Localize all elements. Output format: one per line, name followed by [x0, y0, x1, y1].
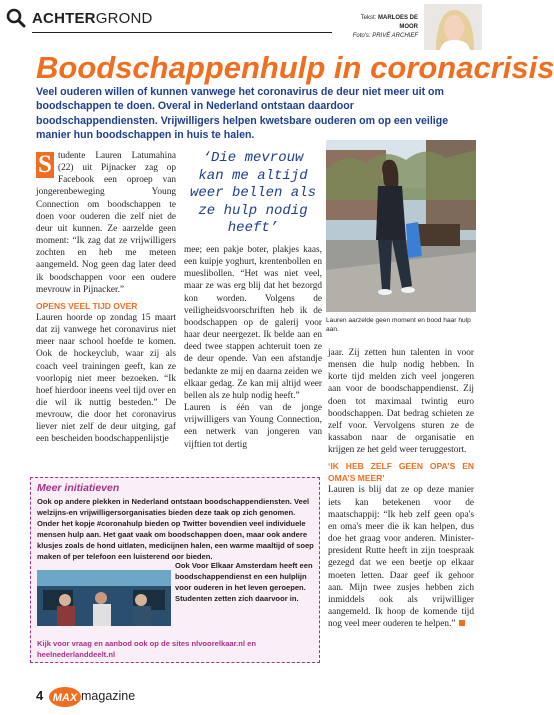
paragraph: Lauren is één van de jonge vrijwilligers van Young Connection, een netwerk van jongeren van vijftien tot dertig [184, 403, 322, 450]
section-label: ACHTERGROND [32, 10, 153, 27]
header-rule [32, 32, 332, 33]
paragraph: tudente Lauren Latumahina (22) uit Pijnacker zag op Facebook een oproep van jongerenbeweging Young Connection om boodschappen te doen voor ouderen die zelf niet de deur uit kunnen. Ze aarzelde geen moment: “Ik zag dat ze vrijwilligers zochten en heb me meteen aangemeld. Nog geen dag later deed ik boodschappen voor een oudere mevrouw in Pijnacker.” [36, 151, 176, 295]
end-mark [459, 620, 465, 626]
subheading: OPENS VEEL TIJD OVER [36, 300, 138, 311]
sidebar-box [30, 477, 320, 663]
dropcap: S [36, 152, 54, 178]
paragraph: Lauren hoorde op zondag 15 maart dat zij vanwege het coronavirus niet meer naar school hoefde te komen. Ook de hockeyclub, waar zij als coach veel trainingen geeft, kan ze voorlopig niet meer bezoeken. “Ik hoef hierdoor ineens veel tijd over en die wil ik nuttig besteden.” De mevrouw, die door het coronavirus liever niet zelf de deur uitging, gaf een bescheiden boodschappenlijstje [36, 312, 176, 445]
magazine-name: magazine [81, 689, 136, 703]
sidebar-text: Ook Voor Elkaar Amsterdam heeft een boodschappendienst en een hulplijn voor ouderen in het leven geroepen. Studenten zetten zich daarvoor in. [175, 561, 313, 604]
sidebar-title: Meer initiatieven [37, 482, 120, 494]
sidebar-links: Kijk voor vraag en aanbod ook op de sites nlvoorelkaar.nl en heelnederlanddeelt.nl [37, 639, 257, 659]
sidebar-text: Ook op andere plekken in Nederland ontstaan boodschappendiensten. Veel welzijns-en vrijwilligersorganisaties bieden deze taak op zich genomen. Onder het kopje #coronahulp bieden op Twitter bovendien veel individuele mensen hulp aan. Het gaat vaak om boodschappen doen, maar ook andere klusjes zoals de hond uitlaten, medicijnen halen, een warme maaltijd of soep maken of per telefoon een luisterend oor bieden. [37, 497, 314, 562]
credit-block: Tekst: MARLOES DE MOOR Foto's: PRIVÉ ARCHIEF [352, 15, 418, 39]
svg-text:MAX: MAX [52, 692, 78, 704]
subheading: ‘IK HEB ZELF GEEN OPA’S EN OMA’S MEER’ [328, 461, 474, 484]
search-icon[interactable] [6, 8, 26, 28]
article-lead: Veel ouderen willen of kunnen vanwege het coronavirus de deur niet meer uit om boodschappen te doen. Overal in Nederland ontstaan daardoor boodschappendiensten. Vrijwilligers helpen kwetsbare ouderen om op een veilige manier hun boodschappen in huis te halen. [36, 86, 449, 141]
page-header [0, 0, 488, 40]
article-title: Boodschappenhulp in coronacrisis [36, 50, 554, 85]
pull-quote: ‘Die mevrouw kan me altijd weer bellen als ze hulp nodig heeft’ [189, 150, 317, 236]
photo-caption: Lauren aarzelde geen moment en bood haar hulp aan. [326, 317, 471, 333]
article-column-2 [184, 244, 322, 451]
sidebar-photo [37, 570, 171, 626]
article-column-1 [36, 150, 176, 446]
volunteer-photo [326, 140, 476, 312]
author-photo [424, 4, 482, 50]
article-column-3 [328, 347, 474, 630]
paragraph: mee; een pakje boter, plakjes kaas, een kuipje yoghurt, krentenbollen en mueslibollen. “Het was niet veel, maar ze was erg blij dat het bezorgd kon worden. Volgens de veiligheidsvoorschriften heb ik de boodschappen op de galerij voor haar deur neergezet. Ik belde aan en deed twee stappen achteruit toen ze de deur opende. Van een afstandje bedankte ze mij en daarna zeiden we elkaar gedag. Ze kan mij altijd weer bellen als ze hulp nodig heeft.” [184, 245, 322, 401]
max-logo-icon [48, 686, 82, 708]
paragraph: Lauren is blij dat ze op deze manier iets kan betekenen voor de maatschappij: “Ik heb zelf geen opa's en oma's meer die ik kan helpen, dus doe het graag voor anderen. Minister-president Rutte heeft in zijn toespraak gezegd dat we een beetje op elkaar moeten letten. Daar geef ik gehoor aan. Mijn twee zusjes hebben zich inmiddels ook als vrijwilliger aangemeld. Ik hoop de komende tijd nog veel meer ouderen te helpen.” [328, 485, 474, 630]
page-number: 4 [36, 688, 44, 703]
paragraph: jaar. Zij zetten hun talenten in voor mensen die hulp nodig hebben. In korte tijd melden zich veel jongeren aan voor de boodschappendienst. Zij doen tot maximaal twintig euro boodschappen. Dat bedrag schieten ze zelf voor. Vervolgens sturen ze de kassabon naar de organisatie en krijgen ze het geld weer teruggestort. [328, 348, 474, 456]
